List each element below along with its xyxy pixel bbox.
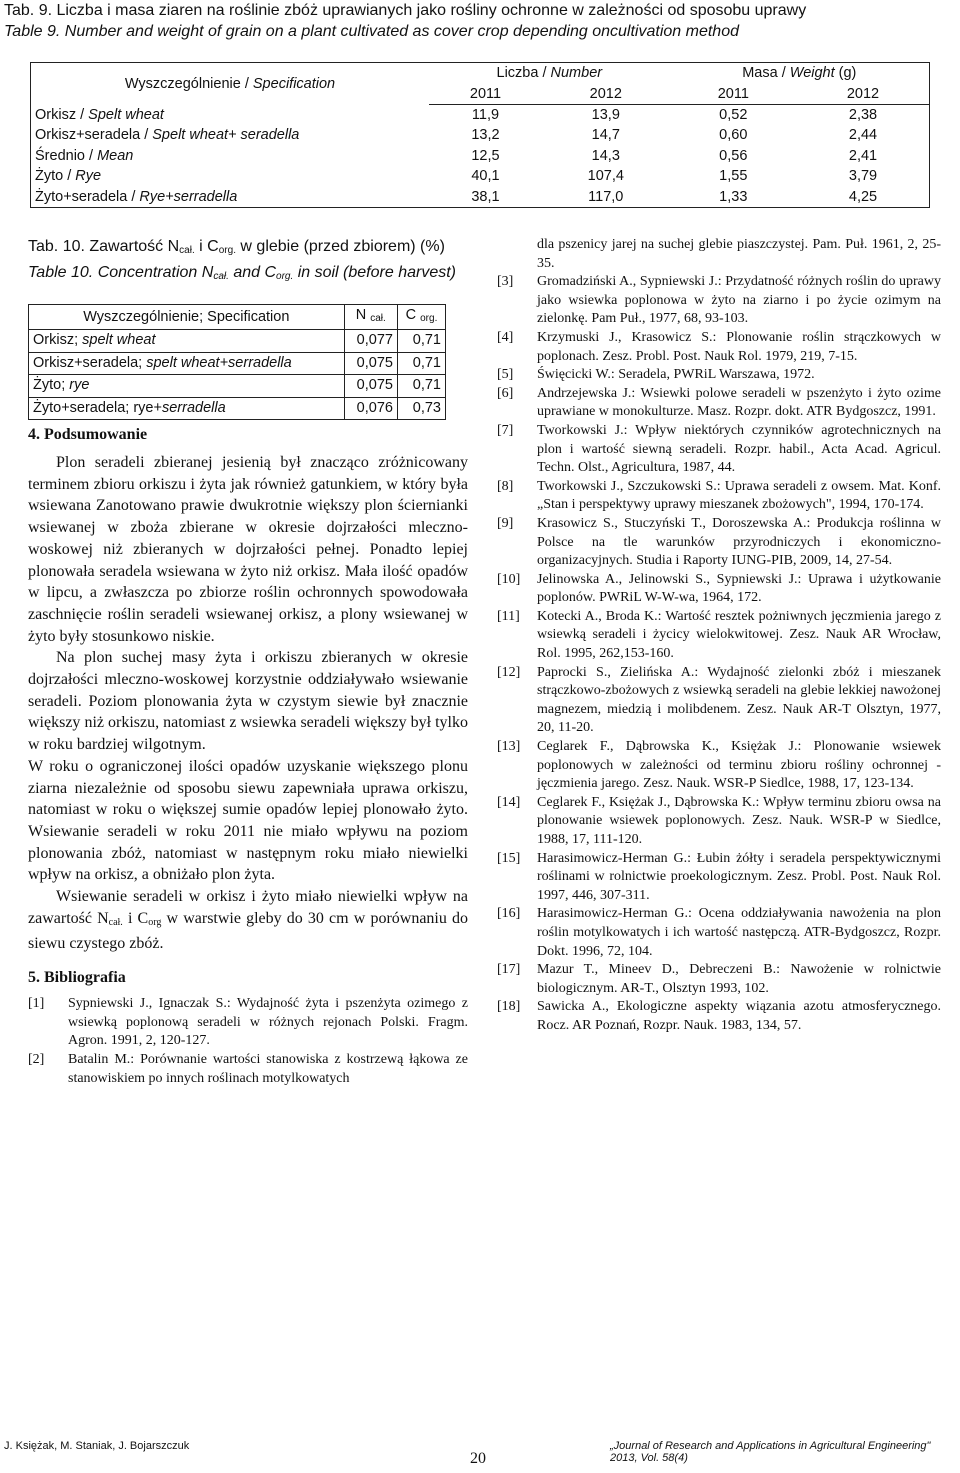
- table10-cell-n: 0,077: [344, 330, 397, 353]
- references-right: [497, 273, 941, 1035]
- table9-row-label: Średnio / Mean: [35, 147, 134, 164]
- table9-row-label: Orkisz+seradela / Spelt wheat+ seradella: [35, 127, 300, 144]
- table10-row: [29, 375, 446, 398]
- reference-number: [16]: [497, 906, 521, 922]
- reference-item: [497, 385, 941, 422]
- reference-text: Gromadziński A., Sypniewski J.: Przydatność różnych roślin do uprawy jako wsiewka poplonowa w żyto na ziarno i po życie ozimym na zielonkę. Pam Puł., 1977, 68, 93-103.: [537, 274, 941, 327]
- table10-row-label: Żyto+seradela; rye+serradella: [29, 397, 345, 420]
- table9-cell: 11,9: [471, 106, 500, 123]
- table9-cell: 13,9: [591, 106, 620, 123]
- section4-heading: 4. Podsumowanie: [28, 426, 148, 443]
- reference-text: Ceglarek F., Dąbrowska K., Księżak J.: Plonowanie wsiewek poplonowych w zależności od terminu zbioru rośliny ochronnej - jęczmienia jarego. Zesz. Nauk. WSR-P Siedlce, 1988, 17, 123-134.: [537, 739, 941, 792]
- table10-cell-c: 0,71: [397, 352, 445, 375]
- section4-paragraph: W roku o ograniczonej ilości opadów uzyskanie większego plonu ziarna niezależnie od sposobu siewu zapewniała uprawa orkiszu, natomiast w roku o większej sumie opadów lepiej plonowało żyto. Wsiewanie seradeli w roku 2011 nie miało wpływu na poziom plonowania zbóż, natomiast w następnym roku miało niewielki wpływ na orkisz, a obniżało plon żyta.: [28, 757, 468, 884]
- reference-number: [3]: [497, 274, 514, 290]
- section4-paragraph: Wsiewanie seradeli w orkisz i żyto miało niewielki wpływ na zawartość $N_{cał.}$ i $C_{org}$ w warstwie gleby do 30 cm w porównaniu do siewu czystego zbóż.: [28, 888, 469, 953]
- table9-cell: 3,79: [848, 168, 878, 185]
- reference-number: [15]: [497, 850, 521, 866]
- reference-number: [1]: [28, 996, 45, 1012]
- table9-year: 2011: [429, 83, 542, 104]
- reference-text: Krasowicz S., Stuczyński T., Doroszewska A.: Produkcja roślinna w Polsce na tle warunków przyrodniczych i ekonomiczno-organizacyjnych. Studia i Raporty IUNG-PIB, 2009, 14, 27-54.: [537, 515, 941, 569]
- reference-number: [18]: [497, 999, 521, 1015]
- table9-row: [31, 186, 930, 207]
- table9-cell: 14,3: [591, 147, 620, 164]
- table10-row-label: Orkisz+seradela; spelt wheat+serradella: [29, 352, 345, 375]
- section4-paragraph: Na plon suchej masy żyta i orkiszu zbieranych w okresie dojrzałości mleczno-woskowej korzystnie oddziaływało wsiewanie seradeli. Poziom plonowania żyta w czystym siewie był znacznie większy niż orkiszu, natomiast z wsiewka seradeli większy był tylko w roku bardziej wilgotnym.: [28, 649, 468, 754]
- reference-item: [497, 608, 941, 664]
- reference-item: [497, 794, 941, 850]
- reference-text: Krzymuski J., Krasowicz S.: Plonowanie roślin strączkowych w poplonach. Zesz. Probl. Post. Nauk Rol. 1979, 219, 7-15.: [537, 329, 941, 364]
- reference-number: [13]: [497, 739, 521, 755]
- table9-header-number: Liczba / Number: [496, 65, 603, 82]
- table9-cell: 14,7: [591, 127, 620, 144]
- table9-header-weight: Masa / Weight (g): [742, 65, 857, 82]
- reference-text: Ceglarek F., Księżak J., Dąbrowska K.: Wpływ terminu zbioru owsa na plonowanie wsiewek poplonowych. Zesz. Nauk. WSR-P w Siedlce, 1988, 17, 111-120.: [537, 794, 941, 847]
- table9-row-label: Żyto / Rye: [35, 168, 102, 185]
- footer-authors: J. Księżak, M. Staniak, J. Bojarszczuk: [4, 1440, 190, 1452]
- footer-journal: „Journal of Research and Applications in Agricultural Engineering" 2013, Vol. 58(4): [610, 1440, 931, 1464]
- reference-item: [497, 738, 941, 794]
- table10-cell-n: 0,075: [344, 375, 397, 398]
- table9-cell: 40,1: [471, 168, 500, 185]
- table9-caption: [4, 0, 806, 42]
- reference-item: [497, 961, 941, 998]
- table10-body: [29, 330, 446, 420]
- table10-header-spec: Wyszczególnienie; Specification: [29, 305, 345, 330]
- table9-cell: 0,56: [719, 147, 748, 164]
- table10-caption-pl: Tab. 10. Zawartość $N_{cał.}$ i $C_{org.}$ w glebie (przed zbiorem) (%): [28, 238, 445, 256]
- table10-row: [29, 397, 446, 420]
- reference-continuation: dla pszenicy jarej na suchej glebie piaszczystej. Pam. Puł. 1961, 2, 25-35.: [537, 237, 941, 271]
- table10-cell-c: 0,71: [397, 330, 445, 353]
- reference-number: [4]: [497, 329, 514, 345]
- table9-caption-en: Table 9. Number and weight of grain on a plant cultivated as cover crop depending oncultivation method: [4, 23, 739, 40]
- table9-cell: 2,44: [848, 127, 878, 144]
- table9-row: [31, 146, 930, 166]
- references-left: [28, 995, 468, 1088]
- reference-number: [10]: [497, 571, 521, 587]
- table9-header-spec: Wyszczególnienie / Specification: [124, 75, 336, 92]
- table9-body: [31, 104, 930, 207]
- reference-text: Kotecki A., Broda K.: Wartość resztek pożniwnych jęczmienia jarego z wsiewką seradeli i życicy wielokwitowej. Zesz. Nauk AR Wrocław, Rol. 1995, 262,153-160.: [537, 608, 941, 662]
- reference-text: Tworkowski J.: Wpływ niektórych czynników agrotechnicznych na plon i wartość siewną seradeli. Rozpr. habil., Acta Acad. Agricul. Techn. Olst., Agricultura, 1987, 44.: [537, 422, 941, 476]
- table10-row: [29, 330, 446, 353]
- reference-text: Święcicki W.: Seradela, PWRiL Warszawa, 1972.: [537, 367, 815, 383]
- table10-caption: [28, 236, 468, 288]
- reference-item: [28, 1051, 468, 1088]
- table9-cell: 4,25: [848, 188, 878, 205]
- table9-cell: 1,33: [719, 188, 748, 205]
- table9-year: 2011: [670, 83, 797, 104]
- page-number: 20: [470, 1450, 486, 1467]
- reference-text: Jelinowska A., Jelinowski S., Sypniewski J.: Uprawa i użytkowanie poplonów. PWRiL W-W-wa, 1964, 172.: [537, 571, 941, 606]
- table9-cell: 2,38: [848, 106, 878, 123]
- reference-text: Harasimowicz-Herman G.: Ocena oddziaływania nawożenia na plon roślin motylkowatych i ich wartość następczą. ATR-Bydgoszcz, Rozpr. Dokt. 1996, 72, 104.: [537, 906, 941, 959]
- reference-item: [497, 998, 941, 1035]
- table10-header-n: N $_{cał.}$: [344, 305, 397, 330]
- reference-number: [5]: [497, 367, 514, 383]
- reference-number: [8]: [497, 478, 514, 494]
- table9-cell: 117,0: [588, 188, 624, 205]
- table9-row: [31, 104, 930, 125]
- table10-header-c: C $_{org.}$: [397, 305, 445, 330]
- table10-cell-n: 0,075: [344, 352, 397, 375]
- table9-year: 2012: [542, 83, 670, 104]
- table10-cell-c: 0,71: [397, 375, 445, 398]
- reference-item: [497, 515, 941, 571]
- table10-row-label: Orkisz; spelt wheat: [29, 330, 345, 353]
- reference-item: [497, 329, 941, 366]
- reference-number: [17]: [497, 962, 521, 978]
- table9-row: [31, 166, 930, 186]
- reference-item: [497, 422, 941, 478]
- reference-text: Paprocki S., Zielińska A.: Wydajność zielonki zbóż i mieszanek strączkowo-zbożowych z wsiewką seradeli na glebie lekkiej nawożonej magnezem, miedzią i molibdenem. Zesz. Nauk AR-T Olsztyn, 1977, 20, 11-20.: [537, 664, 941, 736]
- table9: [30, 62, 930, 208]
- reference-number: [14]: [497, 794, 521, 810]
- reference-text: Sypniewski J., Ignaczak S.: Wydajność żyta i pszenżyta ozimego z wsiewką poplonową seradeli w różnych rejonach Polski. Fragm. Agron. 1991, 2, 120-127.: [68, 996, 468, 1049]
- reference-item: [497, 273, 941, 329]
- reference-number: [9]: [497, 515, 514, 531]
- table9-cell: 107,4: [587, 168, 624, 185]
- table9-cell: 0,60: [719, 127, 748, 144]
- table10-cell-n: 0,076: [344, 397, 397, 420]
- table9-row: [31, 125, 930, 145]
- table10-row-label: Żyto; rye: [29, 375, 345, 398]
- reference-item: [497, 366, 941, 385]
- reference-text: Batalin M.: Porównanie wartości stanowiska z kostrzewą łąkowa ze stanowiskiem po innych roślinach motylkowatych: [68, 1051, 468, 1086]
- left-column: [28, 236, 468, 1088]
- reference-number: [12]: [497, 664, 521, 680]
- reference-text: Sawicka A., Ekologiczne aspekty wiązania azotu atmosferycznego. Rocz. AR Poznań, Rozpr. Nauk. 1983, 134, 57.: [537, 999, 941, 1033]
- reference-text: Tworkowski J., Szczukowski S.: Uprawa seradeli z owsem. Mat. Konf. „Stan i perspektywy uprawy mieszanek zbożowych", 1994, 170-174.: [537, 478, 941, 513]
- reference-number: [11]: [497, 608, 520, 624]
- reference-item: [497, 478, 941, 515]
- table9-cell: 38,1: [471, 188, 500, 205]
- table10-cell-c: 0,73: [397, 397, 445, 420]
- reference-text: Mazur T., Mineev D., Debreczeni B.: Nawożenie w rolnictwie biologicznym. AR-T., Olsztyn 1993, 102.: [537, 962, 941, 996]
- reference-number: [6]: [497, 385, 514, 401]
- table10-caption-en: Table 10. Concentration $N_{cał.}$ and $C_{org.}$ in soil (before harvest): [28, 264, 456, 282]
- reference-text: Andrzejewska J.: Wsiewki polowe seradeli w pszenżyto i żyto ozime uprawiane w monokulturze. Masz. Rozpr. dokt. ATR Bydgoszcz, 1991.: [537, 385, 941, 420]
- reference-item: [497, 850, 941, 906]
- table9-cell: 2,41: [848, 147, 878, 164]
- table9-cell: 0,52: [719, 106, 748, 123]
- section5-heading: 5. Bibliografia: [28, 969, 126, 987]
- table9-cell: 12,5: [471, 147, 500, 164]
- table9-caption-pl: Tab. 9. Liczba i masa ziaren na roślinie zbóż uprawianych jako rośliny ochronne w zależności od sposobu uprawy: [4, 2, 807, 19]
- table9-row-label: Orkisz / Spelt wheat: [35, 106, 164, 123]
- reference-text: Harasimowicz-Herman G.: Łubin żółty i seradela perspektywicznymi roślinami w rolnictwie proekologicznym. Zesz. Probl. Post. Nauk Rol. 1997, 446, 307-311.: [537, 850, 941, 903]
- table9-row-label: Żyto+seradela / Rye+serradella: [35, 188, 238, 205]
- table10: [28, 304, 446, 420]
- table10-row: [29, 352, 446, 375]
- reference-number: [2]: [28, 1051, 45, 1067]
- right-column: [497, 236, 941, 1036]
- reference-item: [497, 571, 941, 608]
- reference-item: [497, 905, 941, 961]
- reference-item: [497, 664, 941, 738]
- table9-cell: 1,55: [719, 168, 748, 185]
- table9-year: 2012: [797, 83, 930, 104]
- section4-paragraph: Plon seradeli zbieranej jesienią był znacząco zróżnicowany terminem zbioru orkiszu i żyta jak również gatunkiem, w który była wsiewana Zanotowano prawie dwukrotnie większy plon ścierniankі wsiewanej w zboża zbierane w okresie dojrzałości mleczno-woskowej niż zbieranych w dojrzałości pełnej. Ponadto lepiej plonowała seradela wsiewana w żyto niż orkisz. Mała ilość opadów w lipcu, a zwłaszcza po zbiorze roślin ochronnych spowodowała zaschnięcie roślin seradeli wsiewanej orkisz, a plony wsiewanej w żyto były stosunkowo niskie.: [28, 454, 468, 645]
- reference-number: [7]: [497, 422, 514, 438]
- table9-cell: 13,2: [471, 127, 500, 144]
- reference-item: [28, 995, 468, 1051]
